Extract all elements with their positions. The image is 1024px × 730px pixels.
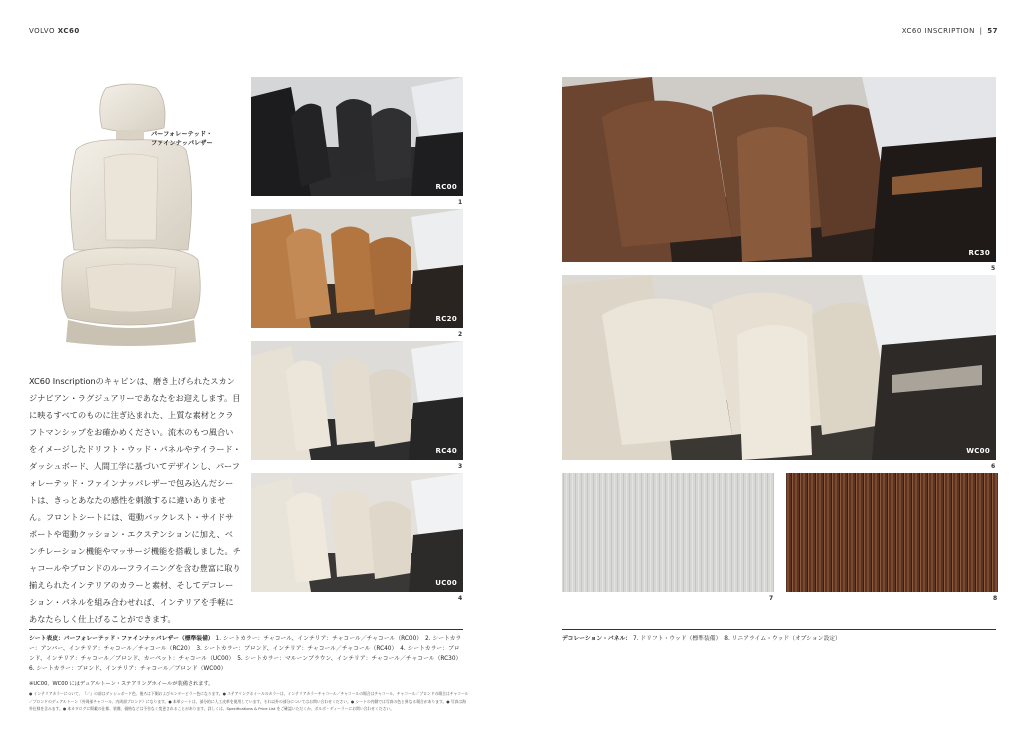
panel-number: 8 [993,595,998,602]
interior-code: RC40 [435,447,457,455]
interior-photo-rc30 [562,77,996,262]
interior-photo-wc00 [562,275,996,460]
photo-number: 4 [458,595,463,602]
interior-code: RC20 [435,315,457,323]
brand-label: VOLVO [29,27,55,35]
section-title: XC60 INSCRIPTION [901,27,975,35]
spec-left-body: 1. シートカラー：チャコール、インテリア：チャコール／チャコール（RC00） 2. シートカラー：アンバー、インテリア：チャコール／チャコール（RC20） 3. シートカラー：ブロンド、インテリア：チャコール／チャコール（RC40） 4. シートカラー：ブロンド、インテリア：チャコール／ブロンド、カーペット：チャコール（UC00） 5. シートカラー：マルーンブラウン、インテリア：チャコール／チャコール（RC30） 6. シートカラー：ブロンド、インテリア：チャコール／ブロンド（WC00） [29,636,465,672]
photo-number: 2 [458,331,463,338]
interior-code: UC00 [435,579,457,587]
seat-image [46,80,216,350]
interior-code: WC00 [966,447,990,455]
panel-linear-lime-wood [786,473,998,592]
header-separator: | [979,27,983,35]
note-uc00: ※UC00、WC00 にはデュアルトーン・ステアリングホイールが装備されます。 [29,681,214,687]
panel-driftwood [562,473,774,592]
spec-right-title: デコレーション・パネル： [562,636,632,642]
fine-print: ● インテリアカラーについて、『／』の前はダッシュボード色、後ろは下側およびセンターピラー色になります。● ステアリングホイールのカラーは、インテリアカラーチャコール／チャコールの場合はチャコール、チャコール／ブロンドの場合はチャコール／ブロンドのデュアルトーン（外周部チャコール、内周部ブロンド）になります。● 本革シートは、部分的に人工皮革を使用しています。それ以外の部分についてはお問い合わせください。● シートの内側では写真の色と異なる場合があります。● 写真は海外仕様を含みます。● 本カタログに掲載の仕様、装備、価格などは予告なく変更されることがあります。詳しくは、Specifications & Price List をご確認いただくか、ボルボ・ディーラーにお問い合わせください。 [29,691,469,711]
interior-photo-rc00 [251,77,463,196]
photo-number: 6 [991,463,996,470]
photo-number: 3 [458,463,463,470]
photo-number: 5 [991,265,996,272]
page-number: 57 [987,27,998,35]
spec-right [562,634,996,644]
interior-photo-rc20 [251,209,463,328]
header-left [29,27,80,35]
header-right [902,27,998,35]
seat-callout: パーフォレーテッド・ ファインナッパレザー [151,131,213,147]
spec-right-body: 7. ドリフト・ウッド（標準装備） 8. リニアライム・ウッド（オプション設定） [632,636,841,642]
panel-number: 7 [769,595,774,602]
interior-code: RC30 [968,249,990,257]
interior-photo-uc00 [251,473,463,592]
photo-number: 1 [458,199,463,206]
intro-text: XC60 Inscriptionのキャビンは、磨き上げられたスカンジナビアン・ラグジュアリーであなたをお迎えします。目に映るすべてのものに注ぎ込まれた、上質な素材とクラフトマンシップをお確かめください。流木のもつ風合いをイメージしたドリフト・ウッド・パネルやテイラード・ダッシュボード、人間工学に基づいてデザインし、パーフォレーテッド・ファインナッパレザーで包み込んだシートは、きっとあなたの感性を刺激するに違いありません。フロントシートには、電動バックレスト・サイドサポートや電動クッション・エクステンションに加え、ベンチレーション機能やマッサージ機能を搭載しました。チャコールやブロンドのルーフライニングを含む豊富に取り揃えられたインテリアのカラーと素材、そしてデコレーション・パネルを組み合わせれば、インテリアを手軽にあなたらしく仕上げることができます。 [29,376,241,624]
interior-photo-rc40 [251,341,463,460]
divider-right [562,629,996,630]
divider-left [29,629,463,630]
interior-code: RC00 [435,183,457,191]
model-label: XC60 [57,27,80,35]
spec-left-title: シート表皮：パーフォレーテッド・ファインナッパレザー（標準装備） [29,636,214,642]
spec-left [29,634,465,674]
